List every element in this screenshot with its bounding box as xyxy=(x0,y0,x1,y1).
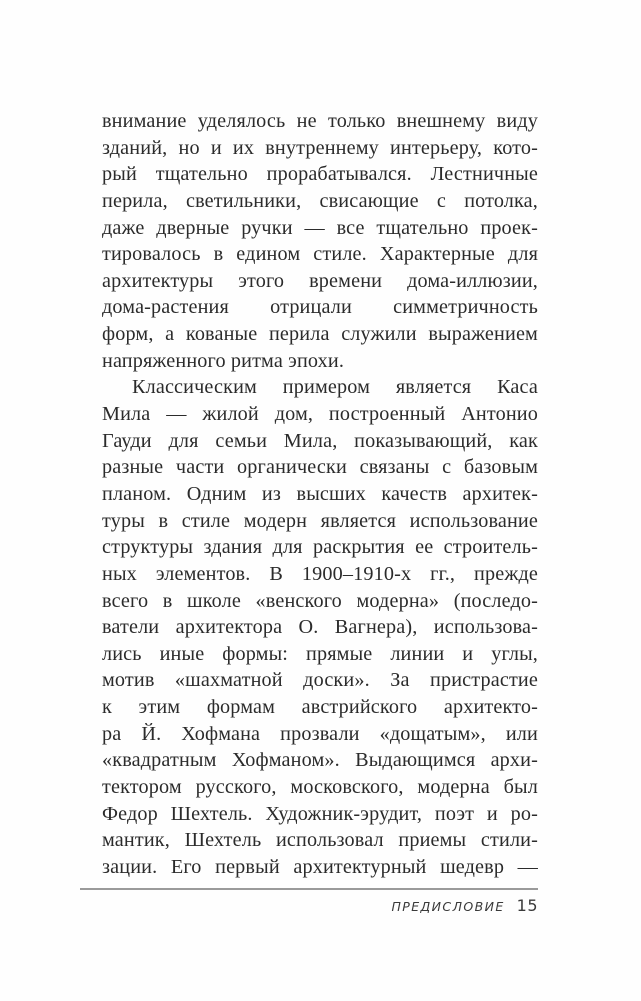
text-line: разные части органически связаны с базовым xyxy=(102,456,538,479)
running-footer xyxy=(391,896,538,915)
text-line: архитектуры этого времени дома-иллюзии, xyxy=(102,269,538,292)
page-number: 15 xyxy=(516,896,538,915)
text-line: ватели архитектора О. Вагнера), использова- xyxy=(102,616,538,639)
text-line: рый тщательно прорабатывался. Лестничные xyxy=(102,163,538,186)
text-line: зданий, но и их внутреннему интерьеру, кото- xyxy=(102,136,538,159)
text-line: форм, а кованые перила служили выражением xyxy=(102,323,538,346)
text-line: тировалось в едином стиле. Характерные для xyxy=(102,243,538,266)
text-line: даже дверные ручки — все тщательно проек- xyxy=(102,216,538,239)
text-line: «квадратным Хофманом». Выдающимся архи- xyxy=(102,749,538,772)
text-line: всего в школе «венского модерна» (последо- xyxy=(102,589,538,612)
text-line: внимание уделялось не только внешнему виду xyxy=(102,110,538,132)
text-line: Мила — жилой дом, построенный Антонио xyxy=(102,403,538,426)
text-line: тектором русского, московского, модерна был xyxy=(102,776,538,799)
text-line: мантик, Шехтель использовал приемы стили- xyxy=(102,829,538,852)
paragraph-end-line: напряженного ритма эпохи. xyxy=(102,349,345,372)
text-line: туры в стиле модерн является использование xyxy=(102,509,538,532)
text-line: дома-растения отрицали симметричность xyxy=(102,296,538,319)
text-line: Гауди для семьи Мила, показывающий, как xyxy=(102,429,538,452)
text-line: к этим формам австрийского архитекто- xyxy=(102,696,538,719)
body-text xyxy=(102,108,538,881)
text-line: мотив «шахматной доски». За пристрастие xyxy=(102,669,538,692)
text-line: ра Й. Хофмана прозвали «дощатым», или xyxy=(102,722,538,745)
text-line: планом. Одним из высших качеств архитек- xyxy=(102,482,538,505)
text-line: лись иные формы: прямые линии и углы, xyxy=(102,642,538,665)
paragraph-start-line: Классическим примером является Каса xyxy=(132,376,538,399)
section-title: ПРЕДИСЛОВИЕ xyxy=(391,899,505,914)
text-line: структуры здания для раскрытия ее строитель- xyxy=(102,536,538,559)
text-line: Федор Шехтель. Художник-эрудит, поэт и ро- xyxy=(102,802,538,825)
text-line: зации. Его первый архитектурный шедевр — xyxy=(102,855,538,878)
text-line: ных элементов. В 1900–1910-х гг., прежде xyxy=(102,562,538,585)
footer-rule xyxy=(80,888,538,890)
text-line: перила, светильники, свисающие с потолка, xyxy=(102,189,538,212)
